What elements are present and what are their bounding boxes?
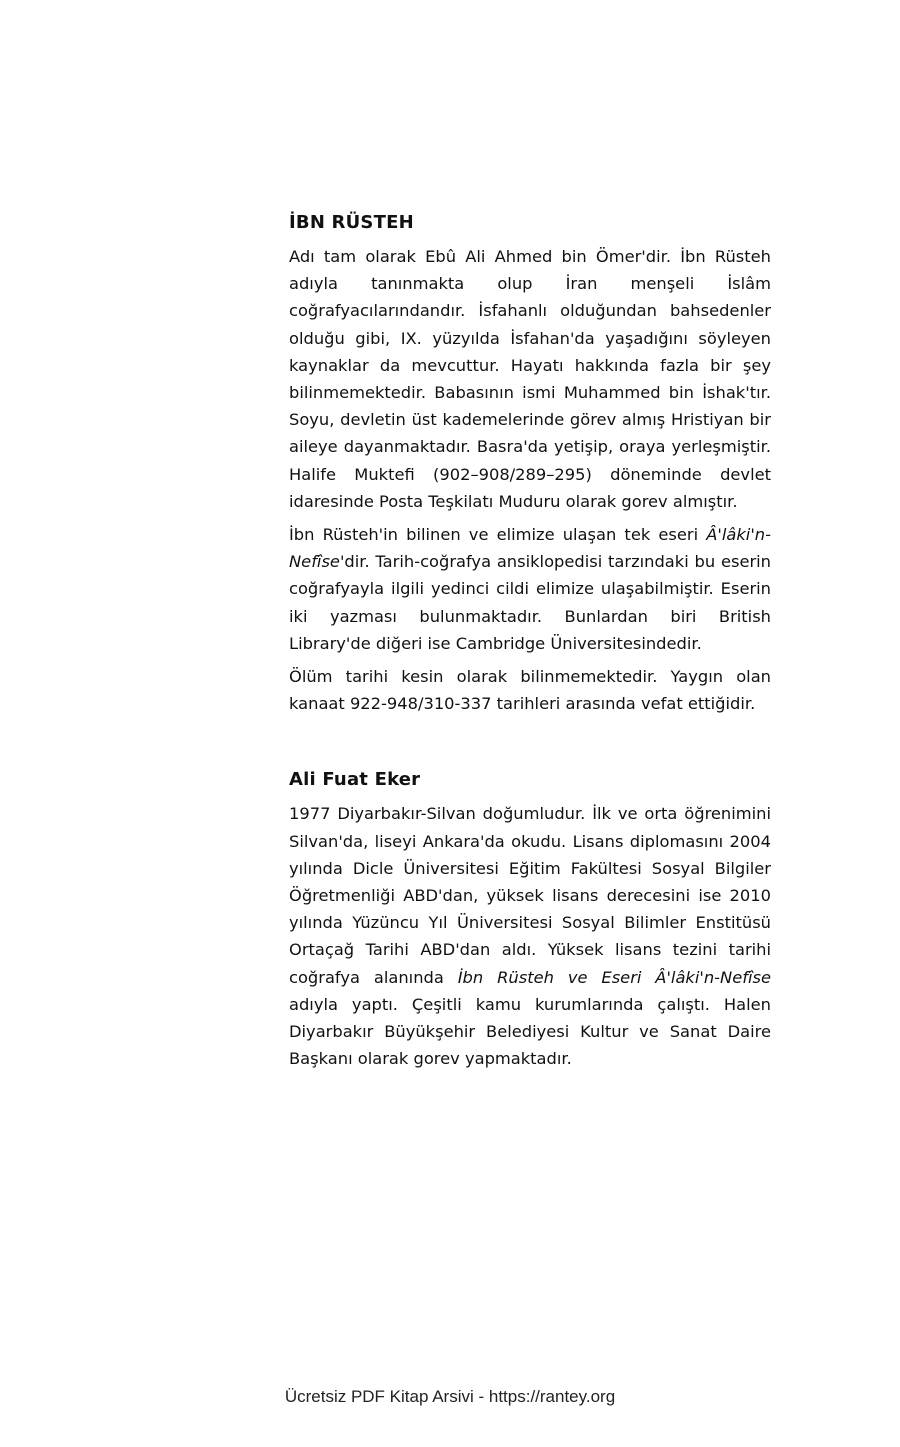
author-bio-intro: 1977 Diyarbakır-Silvan doğumludur. İlk ve orta öğrenimini Silvan'da, liseyi Ankara'da okudu. Lisans diplomasını 2004 yılında Dicle Üniversitesi Eğitim Fakültesi Sosyal Bilgiler Öğretmenliği ABD'dan, yüksek lisans derecesini ise 2010 yılında Yüzüncu Yıl Üniversitesi Sosyal Bilimler Enstitüsü Ortaçağ Tarihi ABD'dan aldı. Yüksek lisans tezini tarihi coğrafya alanında [289,804,771,987]
thesis-title: İbn Rüsteh ve Eseri Â'lâki'n-Nefîse [457,967,771,987]
section-spacer [289,723,771,769]
paragraph-work-rest: 'dir. Tarih-coğrafya ansiklopedisi tarzındaki bu eserin coğrafyayla ilgili yedinci cildi elimize ulaşabilmiştir. Eserin iki yazması bulunmaktadır. Bunlardan biri British Library'de diğeri ise Cambridge Üniversitesindedir. [289,552,771,653]
section-title-ibn-rusteh: İBN RÜSTEH [289,212,414,233]
author-bio-rest: adıyla yaptı. Çeşitli kamu kurumlarında çalıştı. Halen Diyarbakır Büyükşehir Belediyesi Kultur ve Sanat Daire Başkanı olarak gorev yapmaktadır. [289,994,771,1069]
section-title-author: Ali Fuat Eker [289,769,421,791]
footer-watermark: Ücretsiz PDF Kitap Arsivi - https://rantey.org [284,1387,616,1406]
paragraph-work-intro: İbn Rüsteh'in bilinen ve elimize ulaşan tek eseri [289,525,707,545]
paragraph-work [289,521,771,657]
book-title: Â'lâki'n-Nefîse [289,525,771,572]
page-content [289,212,771,1078]
paragraph-author-bio [289,800,771,1072]
paragraph-biography: Adı tam olarak Ebû Ali Ahmed bin Ömer'dir. İbn Rüsteh adıyla tanınmakta olup İran menşeli İslâm coğrafyacılarındandır. İsfahanlı olduğundan bahsedenler olduğu gibi, IX. yüzyılda İsfahan'da yaşadığını söyleyen kaynaklar da mevcuttur. Hayatı hakkında fazla bir şey bilinmemektedir. Babasının ismi Muhammed bin İshak'tır. Soyu, devletin üst kademelerinde görev almış Hristiyan bir aileye dayanmaktadır. Basra'da yetişip, oraya yerleşmiştir. Halife Muktefi (902–908/289–295) döneminde devlet idaresinde Posta Teşkilatı Muduru olarak gorev almıştır. [289,247,771,511]
paragraph-death: Ölüm tarihi kesin olarak bilinmemektedir. Yaygın olan kanaat 922-948/310-337 tarihleri arasında vefat ettiğidir. [289,667,771,714]
